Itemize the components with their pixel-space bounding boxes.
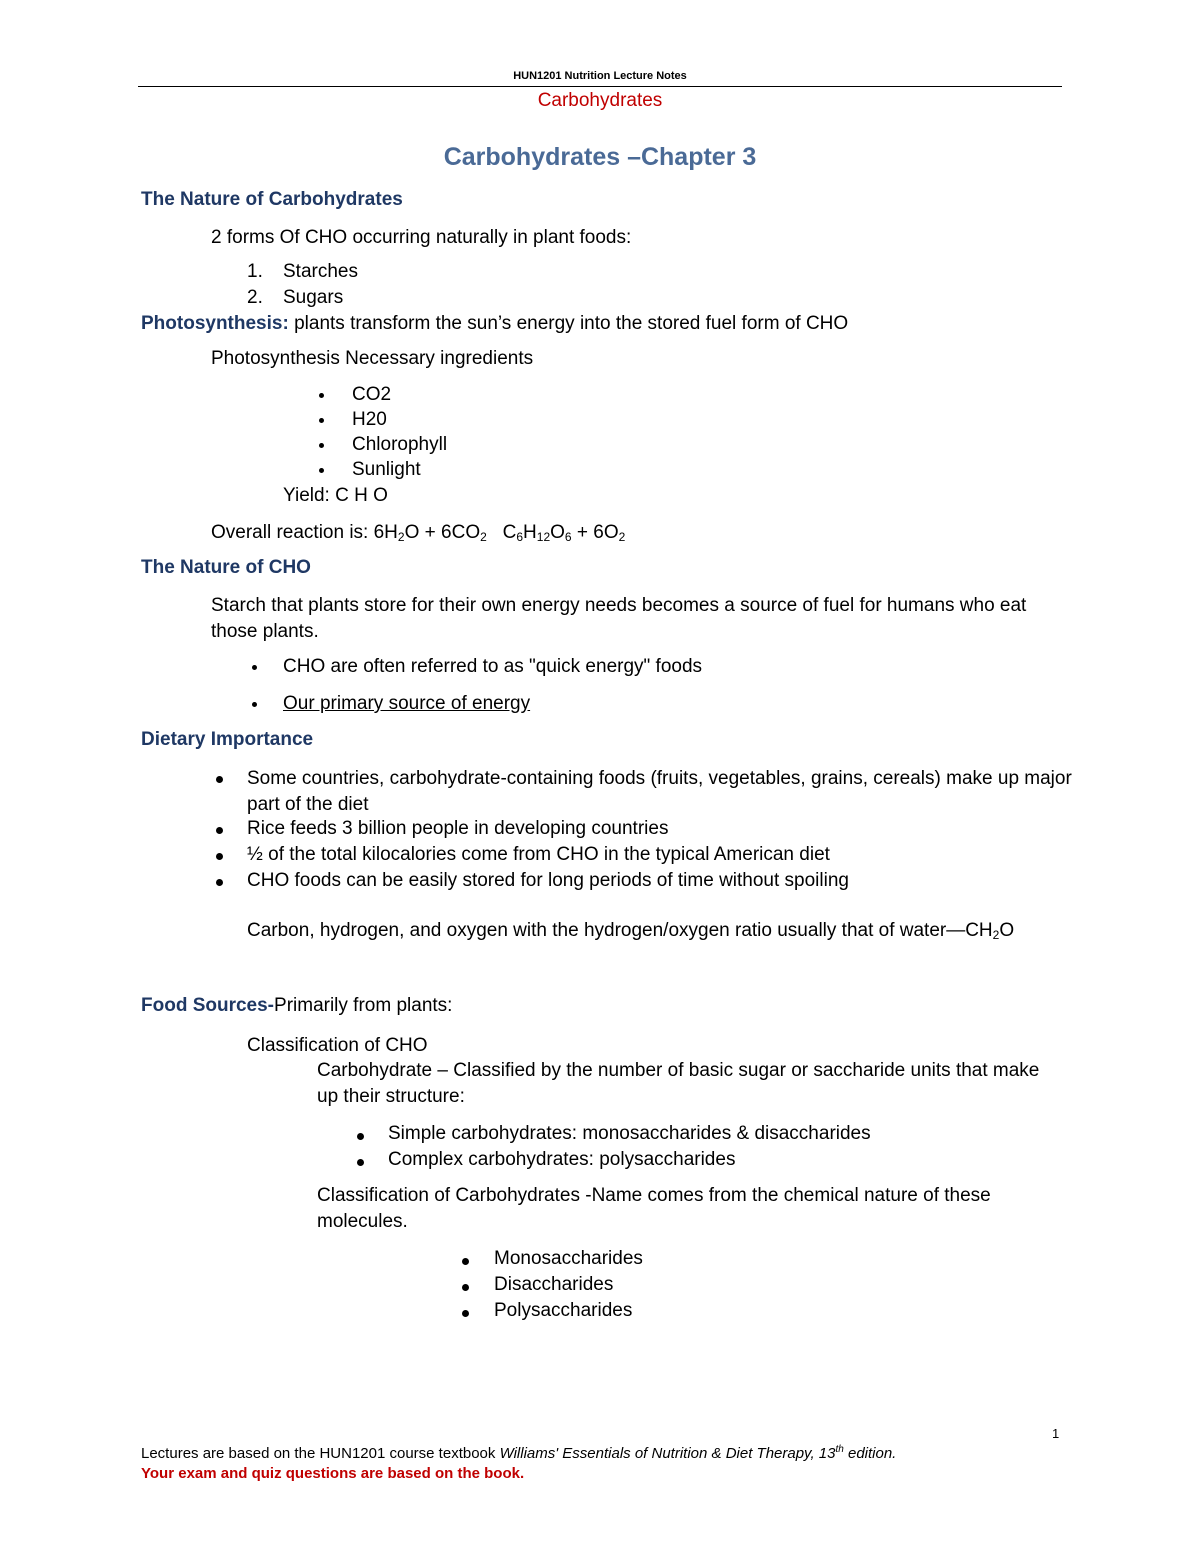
footer-note-end: edition.	[843, 1445, 897, 1462]
list-item: Complex carbohydrates: polysaccharides	[388, 1149, 736, 1170]
list-item: Some countries, carbohydrate-containing foods (fruits, vegetables, grains, cereals) make up major part of the diet	[247, 768, 1072, 815]
reaction-sub: 6	[516, 530, 524, 544]
bullet-icon	[357, 1133, 364, 1140]
bullet-icon	[216, 853, 223, 860]
list-item: CHO foods can be easily stored for long periods of time without spoiling	[247, 870, 849, 891]
reaction-text: O	[550, 522, 565, 543]
footer-sup: th	[835, 1444, 844, 1455]
bullet-icon	[216, 879, 223, 886]
bullet-icon	[462, 1310, 469, 1317]
food-sources-line	[141, 995, 452, 1017]
list-number: 2.	[247, 287, 263, 308]
bullet-icon	[252, 702, 257, 707]
page-title: Carbohydrates –Chapter 3	[443, 143, 757, 171]
composition-text: Carbon, hydrogen, and oxygen with the hydrogen/oxygen ratio usually that of water—CH	[247, 920, 993, 941]
bullet-icon	[319, 468, 324, 473]
bullet-icon	[319, 418, 324, 423]
photosynthesis-text: plants transform the sun’s energy into the stored fuel form of CHO	[288, 313, 849, 334]
photosynthesis-label: Photosynthesis:	[141, 313, 289, 334]
reaction-sub: 2	[618, 530, 626, 544]
list-item: Sugars	[283, 287, 344, 308]
footer-warning: Your exam and quiz questions are based on the book.	[141, 1465, 525, 1482]
header-course: HUN1201 Nutrition Lecture Notes	[513, 70, 687, 82]
reaction-sub: 2	[480, 530, 487, 544]
footer-note-text: Lectures are based on the HUN1201 course textbook	[141, 1445, 500, 1462]
photosynthesis-line	[141, 313, 848, 335]
reaction-text: H	[523, 522, 537, 543]
classification-paragraph: Classification of Carbohydrates -Name comes from the chemical nature of these molecules.	[317, 1185, 991, 1232]
section-heading-dietary-importance: Dietary Importance	[141, 729, 314, 750]
bullet-icon	[357, 1159, 364, 1166]
list-item: Sunlight	[352, 459, 421, 480]
yield-text: Yield: C H O	[283, 485, 388, 506]
bullet-icon	[319, 443, 324, 448]
ingredients-label: Photosynthesis Necessary ingredients	[211, 348, 534, 369]
list-item: Polysaccharides	[494, 1300, 633, 1321]
food-sources-text: Primarily from plants:	[274, 995, 453, 1016]
page-number: 1	[1052, 1426, 1060, 1441]
list-item: CHO are often referred to as "quick energy" foods	[283, 656, 703, 677]
list-item-underlined: Our primary source of energy	[283, 693, 531, 714]
reaction-text: O + 6CO	[404, 522, 481, 543]
intro-text: 2 forms Of CHO occurring naturally in plant foods:	[211, 227, 632, 248]
footer-note	[141, 1444, 896, 1462]
starch-paragraph: Starch that plants store for their own energy needs becomes a source of fuel for humans who eat those plants.	[211, 595, 1027, 642]
list-item: Starches	[283, 261, 358, 282]
overall-reaction	[211, 522, 625, 544]
bullet-icon	[216, 776, 223, 783]
header-rule	[138, 86, 1062, 87]
reaction-sub: 12	[536, 530, 551, 544]
composition-text: O	[999, 920, 1015, 941]
composition-paragraph	[247, 918, 1027, 944]
bullet-icon	[462, 1258, 469, 1265]
bullet-icon	[216, 827, 223, 834]
reaction-label: Overall reaction is: 6H	[211, 522, 398, 543]
header-topic: Carbohydrates	[537, 90, 663, 111]
reaction-text: C	[486, 522, 517, 543]
list-item: Chlorophyll	[352, 434, 448, 455]
bullet-icon	[252, 665, 257, 670]
reaction-sub: 2	[397, 530, 405, 544]
list-item: Disaccharides	[494, 1274, 614, 1295]
list-item: Rice feeds 3 billion people in developing countries	[247, 818, 669, 839]
list-item: ½ of the total kilocalories come from CHO in the typical American diet	[247, 844, 830, 865]
list-item: Simple carbohydrates: monosaccharides & disaccharides	[388, 1123, 871, 1144]
section-heading-nature-cho: The Nature of CHO	[141, 557, 311, 578]
bullet-icon	[462, 1284, 469, 1291]
footer-book-title: Williams' Essentials of Nutrition & Diet Therapy, 13	[499, 1445, 836, 1462]
reaction-sub: 6	[564, 530, 572, 544]
composition-sub: 2	[992, 928, 1000, 942]
reaction-text: + 6O	[571, 522, 619, 543]
list-item: Monosaccharides	[494, 1248, 643, 1269]
bullet-icon	[319, 393, 324, 398]
classification-label: Classification of CHO	[247, 1035, 428, 1056]
section-heading-nature-carbohydrates: The Nature of Carbohydrates	[141, 189, 403, 210]
carbohydrate-definition: Carbohydrate – Classified by the number of basic sugar or saccharide units that make up their structure:	[317, 1060, 1040, 1107]
food-sources-heading: Food Sources-	[141, 995, 275, 1016]
list-item: CO2	[352, 384, 392, 405]
list-number: 1.	[247, 261, 263, 282]
list-item: H20	[352, 409, 387, 430]
